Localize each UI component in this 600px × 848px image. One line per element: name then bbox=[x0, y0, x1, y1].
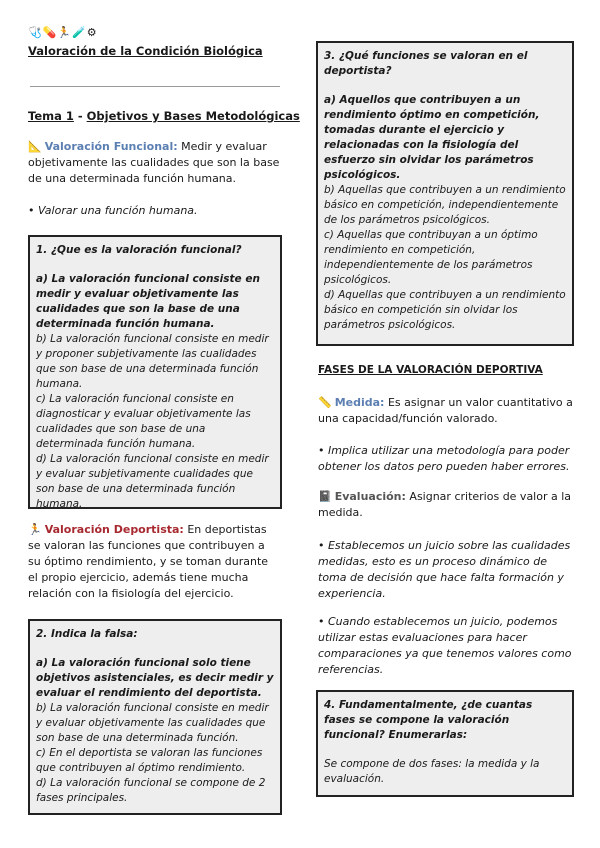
medida-label: Medida: bbox=[334, 396, 385, 409]
question-3-option-b: b) Aquellas que contribuyen a un rendimiento básico en competición, independientemente de los parámetros psicológicos. bbox=[324, 184, 566, 226]
divider bbox=[30, 86, 280, 87]
question-3-title: 3. ¿Qué funciones se valoran en el deportista? bbox=[324, 50, 528, 77]
medida-bullet: • Implica utilizar una metodología para poder obtener los datos pero pueden haber errores. bbox=[318, 444, 570, 473]
evaluacion-paragraph bbox=[318, 489, 574, 521]
question-1-option-d: d) La valoración funcional consiste en medir y evaluar subjetivamente cualidades que son base de una determinada función humana. bbox=[36, 453, 269, 510]
deportista-paragraph bbox=[28, 522, 280, 602]
ruler-icon: 📏 bbox=[318, 396, 332, 409]
topic-dash: - bbox=[73, 109, 87, 123]
topic-name: Objetivos y Bases Metodológicas bbox=[86, 109, 300, 123]
funcional-text: Medir y evaluar objetivamente las cualidades que son la base de una determinada función humana. bbox=[28, 140, 280, 185]
question-1-box bbox=[28, 235, 282, 509]
evaluacion-bullet-1: • Establecemos un juicio sobre las cualidades medidas, esto es un proceso dinámico de toma de decisión que hace falta formación y experiencia. bbox=[318, 539, 571, 600]
topic-number: Tema 1 bbox=[28, 109, 74, 123]
question-2-option-c: c) En el deportista se valoran las funciones que contribuyen al óptimo rendimiento. bbox=[36, 747, 263, 774]
medida-paragraph bbox=[318, 395, 574, 427]
notebook-icon: 📓 bbox=[318, 490, 332, 503]
running-icon: 🏃 bbox=[28, 523, 42, 536]
question-1-option-c: c) La valoración funcional consiste en diagnosticar y evaluar objetivamente las cualidades que son base de una determinada función humana. bbox=[36, 393, 251, 450]
question-3-option-c: c) Aquellas que contribuyan a un óptimo rendimiento en competición, independientemente de los parámetros psicológicos. bbox=[324, 229, 538, 286]
question-2-option-d: d) La valoración funcional se compone de 2 fases principales. bbox=[36, 777, 266, 804]
question-1-title: 1. ¿Que es la valoración funcional? bbox=[36, 244, 242, 256]
page-title: Valoración de la Condición Biológica bbox=[28, 44, 263, 58]
question-1-option-b: b) La valoración funcional consiste en medir y proponer subjetivamente las cualidades que son base de una determinada función humana. bbox=[36, 333, 269, 390]
question-3-box bbox=[316, 41, 574, 346]
topic-heading bbox=[28, 109, 300, 123]
question-4-answer: Se compone de dos fases: la medida y la evaluación. bbox=[324, 758, 540, 785]
funcional-label: Valoración Funcional: bbox=[44, 140, 178, 153]
evaluacion-text: Asignar criterios de valor a la medida. bbox=[318, 490, 572, 519]
fases-heading: FASES DE LA VALORACIÓN DEPORTIVA bbox=[318, 364, 543, 376]
medida-text: Es asignar un valor cuantitativo a una capacidad/función valorado. bbox=[318, 396, 573, 425]
question-3-option-d: d) Aquellas que contribuyen a un rendimiento básico en competición sin olvidar los parámetros psicológicos. bbox=[324, 289, 566, 331]
question-2-option-a: a) La valoración funcional solo tiene objetivos asistenciales, es decir medir y evaluar el rendimiento del deportista. bbox=[36, 657, 274, 699]
question-2-box bbox=[28, 619, 282, 815]
question-1-option-a: a) La valoración funcional consiste en medir y evaluar objetivamente las cualidades que son la base de una determinada función humana. bbox=[36, 273, 260, 330]
header-icons: 🩺💊🏃🧪⚙ bbox=[28, 26, 98, 39]
deportista-label: Valoración Deportista: bbox=[44, 523, 184, 536]
evaluacion-bullet-2: • Cuando establecemos un juicio, podemos utilizar estas evaluaciones para hacer comparaciones ya que tenemos valores como referencias. bbox=[318, 615, 572, 676]
evaluacion-label: Evaluación: bbox=[334, 490, 406, 503]
deportista-text: En deportistas se valoran las funciones que contribuyen a su óptimo rendimiento, y se toman durante el propio ejercicio, además tiene mucha relación con la fisiología del ejercicio. bbox=[28, 523, 269, 600]
funcional-bullet: • Valorar una función humana. bbox=[28, 204, 198, 217]
question-3-option-a: a) Aquellos que contribuyen a un rendimiento óptimo en competición, tomadas durante el ejercicio y relacionadas con la fisiología del esfuerzo sin olvidar los parámetros psicológicos. bbox=[324, 94, 540, 181]
question-4-title: 4. Fundamentalmente, ¿de cuantas fases se compone la valoración funcional? Enumerarlas: bbox=[324, 699, 533, 741]
ruler-triangle-icon: 📐 bbox=[28, 140, 42, 153]
funcional-paragraph bbox=[28, 139, 280, 187]
question-2-title: 2. Indica la falsa: bbox=[36, 628, 138, 640]
question-4-box bbox=[316, 690, 574, 797]
question-2-option-b: b) La valoración funcional consiste en medir y evaluar objetivamente las cualidades que son base de una determinada función. bbox=[36, 702, 269, 744]
